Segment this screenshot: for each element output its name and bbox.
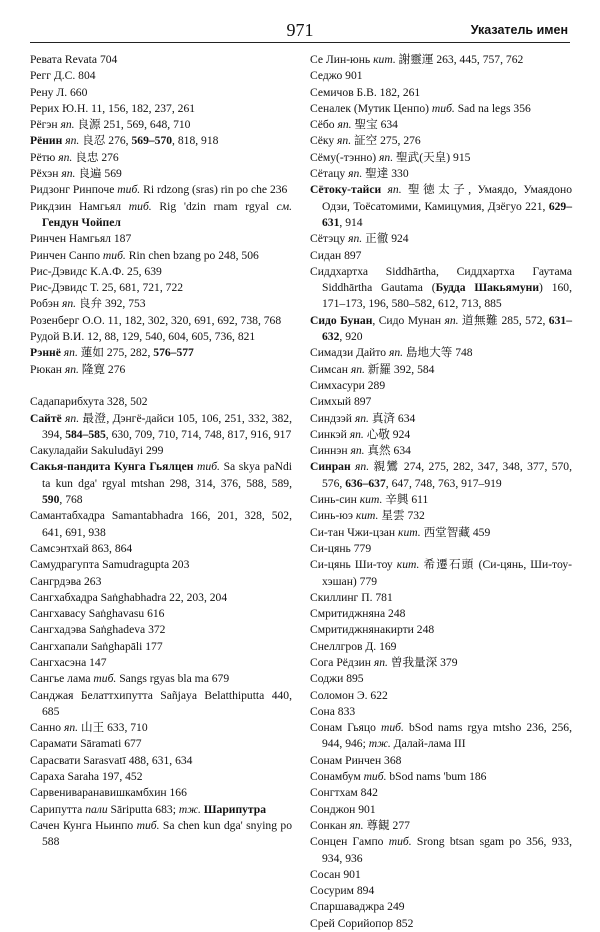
index-entry: Сётоку-тайси яп. 聖徳太子, Умаядо, Умаядоно Одзи, Тоёсатомими, Камицумия, Дзёгуо 221, 629–631, 914 [310,183,572,229]
index-entry: Сангхадэва Saṅghadeva 372 [30,623,166,637]
index-entry: Сангхавасу Saṅghavasu 616 [30,607,165,621]
index-entry: Рерих Ю.Н. 11, 156, 182, 237, 261 [30,101,196,115]
index-entry: Сарипутта пали Sāriputta 683; тж. Шарипутра [30,802,267,816]
index-entry: Смритиджняна 248 [310,607,406,621]
index-entry: Си-тан Чжи-цзан кит. 西堂智藏 459 [310,525,491,539]
header-rule [30,42,570,43]
index-entry: Си-цянь Ши-тоу кит. 希遷石頭 (Си-цянь, Ши-тоу-хэшан) 779 [310,558,572,588]
index-entry: Сонгтхам 842 [310,786,378,800]
index-entry: Рис-Дэвидс К.А.Ф. 25, 639 [30,264,162,278]
index-entry: Сараха Saraha 197, 452 [30,770,143,784]
index-entry: Сонамбум тиб. bSod nams 'bum 186 [310,770,487,784]
index-entry: Сонам Гьяцо тиб. bSod nams rgya mtsho 236, 256, 944, 946; тж. Далай-лама III [310,721,573,751]
index-entry: Синдзэй яп. 真済 634 [310,411,416,425]
index-entry: Ревата Revata 704 [30,53,118,66]
index-entry: Сачен Кунга Ньинпо тиб. Sa chen kun dga' snying po 588 [30,818,292,849]
index-entry: Сётацу яп. 聖達 330 [310,167,409,181]
section-spacer [30,378,292,394]
index-entry: Розенберг О.О. 11, 182, 302, 320, 691, 692, 738, 768 [30,313,282,327]
index-entry: Рюкан яп. 隆寛 276 [30,362,126,376]
index-entry: Сангрдэва 263 [30,574,102,588]
index-entry: Рётю яп. 良忠 276 [30,150,119,164]
index-entry: Сосан 901 [310,867,361,881]
index-entry: Самсэнтхай 863, 864 [30,541,133,555]
index-entry: Сонцен Гампо тиб. Srong btsan sgam po 356, 933, 934, 936 [310,835,572,865]
index-entry: Синнэн яп. 真然 634 [310,444,411,458]
index-entry: Сарасвати Sarasvatī 488, 631, 634 [30,753,193,767]
index-entry: Семичов Б.В. 182, 261 [310,85,421,99]
index-entry: Регг Д.С. 804 [30,69,96,83]
index-entry: Сосурим 894 [310,884,375,898]
index-entry: Сонам Ринчен 368 [310,753,402,767]
index-entry: Спаршаваджра 249 [310,900,405,914]
index-entry: Сакуладайи Sakuludāyi 299 [30,444,164,458]
index-entry: Сидо Бунан, Сидо Мунан яп. 道無難 285, 572, 631–632, 920 [310,313,572,344]
index-entry: Симхый 897 [310,395,372,409]
index-entry: Симхасури 289 [310,378,386,392]
index-entry: Синь-юэ кит. 星雲 732 [310,509,425,523]
index-entry: Срей Сорийопор 852 [310,916,414,930]
index-entry: Сеналек (Мутик Ценпо) тиб. Sad na legs 356 [310,101,531,115]
left-column [30,52,292,851]
index-entry: Сёму(-тэнно) яп. 聖武(天皇) 915 [310,150,471,164]
index-entry: Смритиджнянакирти 248 [310,623,435,637]
index-entry: Самантабхадра Samantabhadra 166, 201, 328, 502, 641, 691, 938 [30,509,292,539]
index-entry: Сайтё яп. 最澄, Дэнгё-дайси 105, 106, 251, 332, 382, 394, 584–585, 630, 709, 710, 714, 748, 817, 916, 917 [30,411,292,441]
index-entry: Санно яп. 山王 633, 710 [30,721,148,735]
page-number: 971 [286,20,314,40]
index-entry: Синран яп. 親鸞 274, 275, 282, 347, 348, 377, 570, 576, 636–637, 647, 748, 763, 917–919 [310,460,572,490]
index-entry: Сидан 897 [310,248,362,262]
index-entry: Сангье лама тиб. Sangs rgyas bla ma 679 [30,672,230,686]
index-entry: Ринчен Намгьял 187 [30,232,132,246]
index-entry: Симсан яп. 新羅 392, 584 [310,362,435,376]
index-entry: Си-цянь 779 [310,541,372,555]
index-entry: Сёбо яп. 聖宝 634 [310,118,398,132]
index-entry: Самудрагупта Samudragupta 203 [30,558,190,572]
index-entry: Сонджон 901 [310,802,376,816]
index-entry: Рёгэн яп. 良源 251, 569, 648, 710 [30,118,191,132]
index-entry: Сётэцу яп. 正徹 924 [310,232,409,246]
index-entry: Се Лин-юнь кит. 謝靈運 263, 445, 757, 762 [310,53,524,66]
index-entry: Рёхэн яп. 良遍 569 [30,167,122,181]
index-entry: Сона 833 [310,704,356,718]
index-entry: Сарамати Sāramati 677 [30,737,142,751]
right-column [310,52,572,932]
index-entry: Сакья-пандита Кунга Гьялцен тиб. Sa skya paNdi ta kun dga' rgyal mtshan 298, 314, 376, 588, 589, 590, 768 [30,460,292,507]
index-entry: Ридзонг Ринпоче тиб. Ri rdzong (sras) rin po che 236 [30,183,288,197]
index-entry: Синкэй яп. 心敬 924 [310,427,411,441]
index-entry: Рудой В.И. 12, 88, 129, 540, 604, 605, 736, 821 [30,330,256,344]
index-entry: Соджи 895 [310,672,364,686]
index-entry: Садапарибхута 328, 502 [30,395,148,409]
index-entry: Сога Рёдзин яп. 曽我量深 379 [310,655,458,669]
index-entry: Рёнин яп. 良忍 276, 569–570, 818, 918 [30,134,219,148]
index-entry: Сангхабхадра Saṅghabhadra 22, 203, 204 [30,590,228,604]
index-entry: Скиллинг П. 781 [310,590,393,604]
index-entry: Рену Л. 660 [30,85,88,99]
index-entry: Рис-Дэвидс Т. 25, 681, 721, 722 [30,281,184,295]
index-entry: Синь-син кит. 辛興 611 [310,493,429,507]
index-entry: Соломон Э. 622 [310,688,388,702]
index-entry: Сёку яп. 証空 275, 276 [310,134,421,148]
index-entry: Рикдзин Намгьял тиб. Rig 'dzin rnam rgyal см. Гендун Чойпел [30,199,292,229]
index-entry: Робэн яп. 良弁 392, 753 [30,297,146,311]
index-entry: Снеллгров Д. 169 [310,639,397,653]
index-entry: Сиддхартха Siddhārtha, Сиддхартха Гаутама Siddhārtha Gautama (Будда Шакьямуни) 160, 171–173, 196, 580–582, 612, 713, 885 [310,264,572,311]
index-entry: Симадзи Дайто яп. 島地大等 748 [310,346,473,360]
index-entry: Сарвениваранавишкамбхин 166 [30,786,187,800]
index-entry: Седжо 901 [310,69,363,83]
index-entry: Сангхапали Saṅghapāli 177 [30,639,163,653]
running-title: Указатель имен [470,23,568,37]
index-entry: Санджая Белаттхипутта Sañjaya Belatthiputta 440, 685 [30,688,292,718]
index-entry: Ринчен Санпо тиб. Rin chen bzang po 248, 506 [30,248,259,262]
index-entry: Сонкан яп. 尊観 277 [310,818,410,832]
index-entry: Сангхасэна 147 [30,655,107,669]
index-entry: Рэннё яп. 蓮如 275, 282, 576–577 [30,346,194,360]
